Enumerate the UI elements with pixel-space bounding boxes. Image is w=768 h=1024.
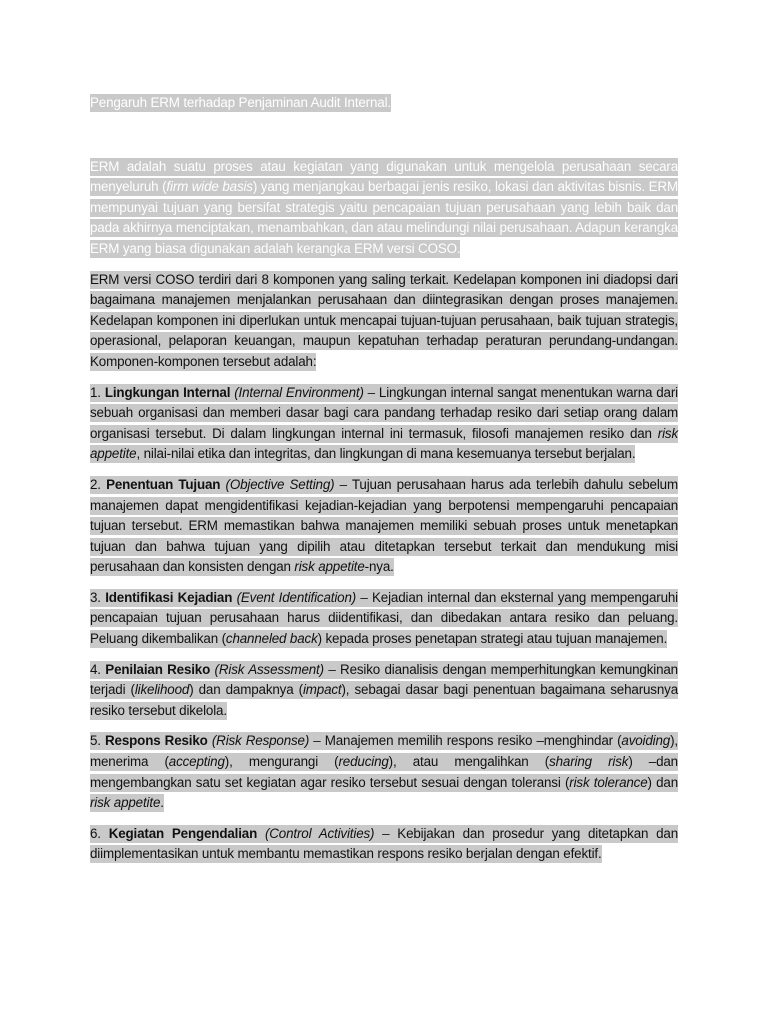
component-text: Manajemen memilih respons resiko –menghindar ( (320, 733, 622, 749)
component-item-2 (90, 475, 678, 578)
component-italic-term: accepting (168, 754, 225, 770)
component-english-name: (Objective Setting) – (225, 476, 347, 492)
component-item-6 (90, 824, 678, 865)
component-item-4 (90, 660, 678, 722)
component-text: . (160, 795, 164, 811)
title-text: Pengaruh ERM terhadap Penjaminan Audit Internal. (90, 95, 391, 110)
component-number: 2. (90, 476, 101, 492)
component-item-6-highlight (90, 825, 678, 864)
component-text: ) –dan mengembangkan satu set kegiatan agar resiko tersebut sesuai dengan toleransi ( (90, 754, 678, 790)
coso-text: ERM versi COSO terdiri dari 8 komponen yang saling terkait. Kedelapan komponen ini diadopsi dari bagaimana manajemen menjalankan perusahaan dan diintegrasikan dengan proses manajemen. Kedelapan komponen ini diperlukan untuk mencapai tujuan-tujuan perusahaan, baik tujuan strategis, operasional, pelaporan keuangan, maupun kepatuhan terhadap peraturan perundang-undangan. Komponen-komponen tersebut adalah: (90, 271, 678, 369)
component-item-2-highlight (90, 476, 678, 576)
component-italic-term: sharing risk (549, 754, 629, 770)
component-text: Lingkungan internal sangat menentukan warna dari sebuah organisasi dan memberi dasar bagi cara pandang terhadap resiko dari setiap orang dalam organisasi tersebut. Di dalam lingkungan internal ini termasuk, filosofi manajemen resiko dan (90, 384, 678, 441)
component-text: , nilai-nilai etika dan integritas, dan lingkungan di mana kesemuanya tersebut berjalan. (136, 446, 636, 462)
component-italic-term: risk tolerance (569, 774, 648, 790)
component-item-3 (90, 588, 678, 650)
component-item-5 (90, 731, 678, 813)
component-english-name: (Risk Assessment) – (214, 661, 336, 677)
component-item-3-highlight (90, 589, 678, 648)
component-text: ), sebagai dasar bagi penentuan bagaimana seharusnya resiko tersebut dikelola. (90, 682, 678, 718)
document-body (90, 93, 678, 875)
document-title (90, 93, 678, 114)
coso-paragraph (90, 270, 678, 373)
component-italic-term: reducing (338, 754, 389, 770)
component-item-1-highlight (90, 384, 678, 464)
component-text: -nya. (364, 559, 394, 575)
intro-text-2: ) yang menjangkau berbagai jenis resiko, lokasi dan aktivitas bisnis. ERM mempunyai tujuan yang bersifat strategis yaitu pencapaian tujuan perusahaan yang lebih baik dan pada akhirnya menciptakan, menambahkan, dan atau melindungi nilai perusahaan. Adapun kerangka ERM yang biasa digunakan adalah kerangka ERM versi COSO. (90, 179, 678, 256)
component-text: ), menerima ( (90, 733, 678, 770)
component-name: Penilaian Resiko (105, 661, 211, 677)
component-english-name: (Control Activities) – (264, 825, 390, 841)
component-italic-term: risk appetite (90, 795, 161, 811)
component-name: Lingkungan Internal (104, 384, 231, 400)
component-italic-term: channeled back (225, 631, 318, 647)
intro-text-1: ERM adalah suatu proses atau kegiatan yang digunakan untuk mengelola perusahaan secara menyeluruh ( (90, 158, 678, 195)
component-english-name: (Event Identification) – (236, 589, 368, 605)
component-item-5-highlight (90, 732, 678, 812)
component-text: Kejadian internal dan eksternal yang mempengaruhi pencapaian tujuan perusahaan harus diidentifikasi, dan dibedakan antara resiko dan peluang. Peluang dikembalikan ( (90, 589, 678, 647)
component-number: 6. (90, 825, 101, 841)
component-item-1 (90, 383, 678, 465)
component-text: ), mengurangi ( (224, 754, 339, 770)
component-italic-term: risk appetite (294, 559, 365, 575)
component-text: ), atau mengalihkan ( (388, 754, 550, 770)
component-item-4-highlight (90, 661, 678, 720)
intro-paragraph (90, 157, 678, 260)
component-italic-term: risk appetite (90, 425, 678, 462)
component-english-name: (Internal Environment) – (234, 384, 375, 400)
component-text: Tujuan perusahaan harus ada terlebih dahulu sebelum manajemen dapat mengidentifikasi kejadian-kejadian yang berpotensi mempengaruhi pencapaian tujuan tersebut. ERM memastikan bahwa manajemen memiliki sebuah proses untuk menetapkan tujuan dan bahwa tujuan yang dipilih atau ditetapkan tersebut terkait dan mendukung misi perusahaan dan konsisten dengan (90, 476, 678, 575)
component-number: 5. (90, 733, 101, 749)
component-italic-term: avoiding (621, 733, 671, 749)
component-number: 3. (90, 589, 101, 605)
component-name: Penentuan Tujuan (106, 476, 221, 492)
component-italic-term: likelihood (134, 682, 190, 698)
intro-highlight (90, 158, 678, 258)
component-text: ) dan (647, 774, 678, 790)
component-text: ) kepada proses penetapan strategi atau tujuan manajemen. (317, 631, 668, 647)
component-text: Resiko dianalisis dengan memperhitungkan kemungkinan terjadi ( (90, 661, 678, 698)
component-name: Identifikasi Kejadian (105, 589, 233, 605)
component-name: Kegiatan Pengendalian (108, 825, 258, 841)
component-name: Respons Resiko (105, 733, 208, 749)
component-english-name: (Risk Response) – (211, 733, 321, 749)
component-text: ) dan dampaknya ( (189, 682, 303, 698)
component-number: 1. (90, 384, 101, 400)
component-text: Kebijakan dan prosedur yang ditetapkan dan diimplementasikan untuk membantu memastikan respons resiko berjalan dengan efektif. (90, 825, 678, 862)
component-number: 4. (90, 661, 101, 677)
component-italic-term: impact (302, 682, 342, 698)
intro-italic-1: firm wide basis (166, 179, 253, 195)
